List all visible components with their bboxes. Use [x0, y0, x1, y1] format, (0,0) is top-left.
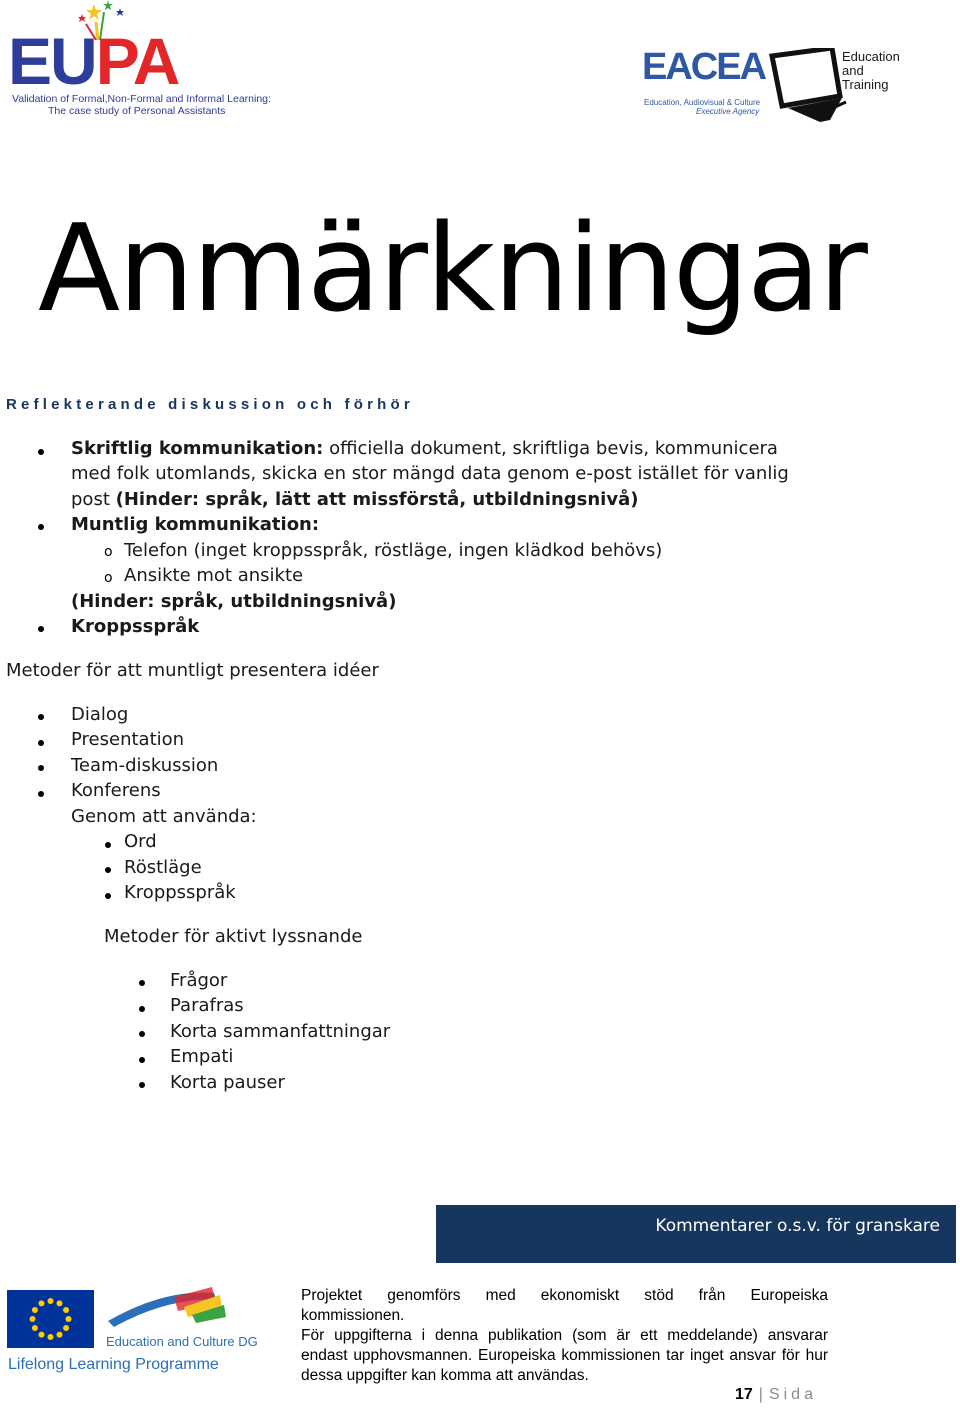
list-item-written-communication: Skriftlig kommunikation: officiella dokument, skriftliga bevis, kommunicera: [71, 438, 778, 459]
bullet-icon: [38, 765, 44, 771]
circle-bullet-icon: o: [104, 544, 113, 560]
eacea-logo: [640, 46, 766, 118]
banner-text: Kommentarer o.s.v. för granskare: [655, 1216, 940, 1236]
bullet-icon: [139, 1006, 145, 1012]
list-item: Ord: [124, 831, 157, 852]
bullet-icon: [139, 1057, 145, 1063]
section-subheading: Reflekterande diskussion och förhör: [6, 396, 414, 413]
list-item: Dialog: [71, 704, 129, 725]
list-item: Korta pauser: [170, 1072, 285, 1093]
bullet-icon: [38, 714, 44, 720]
disclaimer-line1: Projektet genomförs med ekonomiskt stöd från Europeiska: [301, 1287, 828, 1304]
eupa-subtitle-line1: Validation of Formal,Non-Formal and Informal Learning:: [12, 93, 271, 105]
bullet-icon: [38, 449, 44, 455]
dg-text: Education and Culture DG: [106, 1334, 258, 1349]
eacea-subtitle-line1: Education, Audiovisual & Culture: [644, 98, 761, 107]
bullet-icon: [105, 842, 111, 848]
computer-monitor-icon: [768, 48, 848, 124]
bullet-icon: [38, 524, 44, 530]
list-item: Team-diskussion: [71, 755, 219, 776]
list-item-oral-communication: Muntlig kommunikation:: [71, 514, 320, 535]
bullet-icon: [38, 740, 44, 746]
sub-item-phone: Telefon (inget kroppsspråk, röstläge, ingen klädkod behövs): [124, 540, 663, 561]
list-item-text-line: post (Hinder: språk, lätt att missförstå, utbildningsnivå): [71, 489, 639, 510]
list-item: Parafras: [170, 995, 244, 1016]
eacea-wordmark: EACEA: [642, 46, 766, 88]
eupa-subtitle-line2: The case study of Personal Assistants: [48, 105, 226, 117]
list-item-text-line: med folk utomlands, skicka en stor mängd data genom e-post istället för vanlig: [71, 463, 789, 484]
oral-barriers-note: (Hinder: språk, utbildningsnivå): [71, 591, 397, 612]
disclaimer-paragraph2: För uppgifterna i denna publikation (som är ett meddelande) ansvarar endast upphovsmannen. Europeiska kommissionen tar inget ansvar för hur dessa uppgifter kan komma att användas.: [301, 1327, 828, 1384]
llp-text: Lifelong Learning Programme: [8, 1356, 219, 1373]
disclaimer-line2: kommissionen.: [301, 1307, 405, 1324]
bullet-icon: [105, 893, 111, 899]
list-item: Frågor: [170, 970, 228, 991]
swoosh-icon: [104, 1285, 254, 1333]
eacea-subtitle-line2: Executive Agency: [696, 107, 760, 116]
sub-item-face-to-face: Ansikte mot ansikte: [124, 565, 304, 586]
bullet-icon: [105, 867, 111, 873]
list-item: Kroppsspråk: [124, 882, 236, 903]
reviewer-comments-banner: [436, 1205, 956, 1263]
list-item: Presentation: [71, 729, 185, 750]
page-title: Anmärkningar: [38, 200, 866, 339]
bullet-icon: [139, 1082, 145, 1088]
bullet-icon: [139, 1031, 145, 1037]
funding-disclaimer: [301, 1286, 828, 1386]
education-training-text: Education and Training: [842, 49, 900, 92]
education-culture-dg-logo: [104, 1285, 258, 1350]
bullet-icon: [38, 791, 44, 797]
active-listening-heading: Metoder för aktivt lyssnande: [104, 926, 363, 947]
bullet-icon: [139, 980, 145, 986]
page-number: 17 | Sida: [735, 1386, 817, 1403]
list-item: Konferens: [71, 780, 161, 801]
list-item: Empati: [170, 1046, 234, 1067]
list-item: Röstläge: [124, 857, 202, 878]
list-item: Korta sammanfattningar: [170, 1021, 391, 1042]
education-training-logo: [768, 46, 908, 124]
eu-flag-icon: [7, 1290, 94, 1348]
eu-stars-icon: [7, 1290, 94, 1348]
eupa-wordmark: EUPA: [8, 24, 179, 98]
circle-bullet-icon: o: [104, 570, 113, 586]
oral-presentation-heading: Metoder för att muntligt presentera idéer: [6, 660, 379, 681]
using-label: Genom att använda:: [71, 806, 257, 827]
list-item-body-language: Kroppsspråk: [71, 616, 200, 637]
eupa-logo: [8, 0, 271, 120]
bullet-icon: [38, 626, 44, 632]
